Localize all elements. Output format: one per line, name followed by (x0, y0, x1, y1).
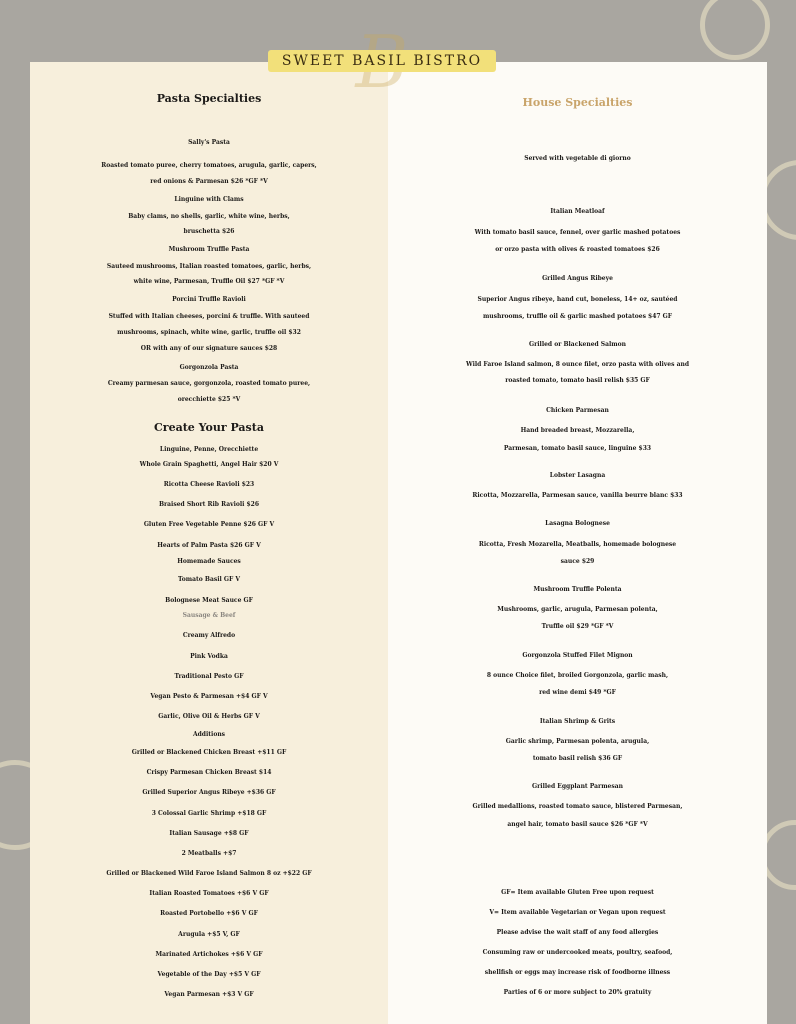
item-name: Grilled Angus Ribeye (542, 275, 613, 282)
create-line: Gluten Free Vegetable Penne $26 GF V (143, 521, 275, 528)
sauce-item: Garlic, Olive Oil & Herbs GF V (158, 713, 260, 720)
item-desc: Baby clams, no shells, garlic, white wine, herbs, (128, 213, 290, 220)
item-name: Grilled or Blackened Salmon (528, 341, 627, 348)
item-desc: angel hair, tomato basil sauce $26 *GF *V (507, 821, 648, 828)
item-desc: Creamy parmesan sauce, gorgonzola, roasted tomato puree, (107, 380, 311, 387)
item-desc: 8 ounce Choice filet, broiled Gorgonzola, garlic mash, (486, 672, 669, 679)
item-desc: Garlic shrimp, Parmesan polenta, arugula, (505, 738, 650, 745)
item-desc: white wine, Parmesan, Truffle Oil $27 *GF *V (133, 278, 285, 285)
item-desc: bruschetta $26 (183, 228, 235, 235)
item-name: Porcini Truffle Ravioli (172, 296, 246, 303)
left-column (30, 0, 388, 1024)
addition-item: Italian Roasted Tomatoes +$6 V GF (149, 890, 269, 897)
item-name: Chicken Parmesan (546, 407, 609, 414)
item-desc: Stuffed with Italian cheeses, porcini & truffle. With sauteed (108, 313, 310, 320)
sauce-item: Tomato Basil GF V (178, 576, 240, 583)
footer-note: V= Item available Vegetarian or Vegan upon request (489, 909, 666, 916)
addition-item: Grilled Superior Angus Ribeye +$36 GF (142, 789, 276, 796)
addition-item: Vegan Parmesan +$3 V GF (164, 991, 254, 998)
footer-note: Please advise the wait staff of any food allergies (496, 929, 659, 936)
item-name: Italian Meatloaf (550, 208, 605, 215)
house-subtitle: Served with vegetable di giorno (524, 155, 631, 162)
item-desc: red onions & Parmesan $26 *GF *V (150, 178, 268, 185)
addition-item: 3 Colossal Garlic Shrimp +$18 GF (151, 810, 267, 817)
additions-title: Additions (192, 731, 226, 738)
item-name: Italian Shrimp & Grits (539, 718, 616, 725)
item-name: Mushroom Truffle Pasta (168, 246, 250, 253)
sauce-item: Traditional Pesto GF (174, 673, 244, 680)
footer-note: Parties of 6 or more subject to 20% gratuity (503, 989, 652, 996)
item-desc: Roasted tomato puree, cherry tomatoes, arugula, garlic, capers, (101, 162, 317, 169)
item-name: Lobster Lasagna (549, 472, 606, 479)
item-desc: mushrooms, truffle oil & garlic mashed potatoes $47 GF (482, 313, 673, 320)
item-desc: Sauteed mushrooms, Italian roasted tomatoes, garlic, herbs, (106, 263, 312, 270)
addition-item: Grilled or Blackened Wild Faroe Island Salmon 8 oz +$22 GF (106, 870, 312, 877)
create-line: Braised Short Rib Ravioli $26 (158, 501, 260, 508)
addition-item: Vegetable of the Day +$5 V GF (157, 971, 261, 978)
item-name: Gorgonzola Stuffed Filet Mignon (522, 652, 633, 659)
addition-item: Marinated Artichokes +$6 V GF (155, 951, 263, 958)
create-line: Whole Grain Spaghetti, Angel Hair $20 V (139, 461, 279, 468)
addition-item: Crispy Parmesan Chicken Breast $14 (146, 769, 272, 776)
addition-item: Arugula +$5 V, GF (178, 931, 240, 938)
brand-logo: SWEET BASIL BISTRO (268, 50, 496, 72)
addition-item: Roasted Portobello +$6 V GF (160, 910, 258, 917)
item-desc: Grilled medallions, roasted tomato sauce, blistered Parmesan, (472, 803, 683, 810)
item-desc: Ricotta, Fresh Mozarella, Meatballs, homemade bolognese (478, 541, 677, 548)
item-desc: Mushrooms, garlic, arugula, Parmesan polenta, (497, 606, 658, 613)
item-desc: sauce $29 (560, 558, 595, 565)
sauce-item: Creamy Alfredo (182, 632, 236, 639)
house-specialties-title: House Specialties (522, 96, 633, 109)
create-line: Linguine, Penne, Orecchiette (159, 446, 259, 453)
item-desc: Ricotta, Mozzarella, Parmesan sauce, vanilla beurre blanc $33 (472, 492, 683, 499)
homemade-sauces-title: Homemade Sauces (177, 558, 241, 565)
item-desc: roasted tomato, tomato basil relish $35 GF (505, 377, 650, 384)
item-desc: mushrooms, spinach, white wine, garlic, truffle oil $32 (117, 329, 301, 336)
item-desc: tomato basil relish $36 GF (532, 755, 623, 762)
item-name: Gorgonzola Pasta (179, 364, 239, 371)
item-desc: Superior Angus ribeye, hand cut, boneless, 14+ oz, sautéed (477, 296, 678, 303)
item-desc: OR with any of our signature sauces $28 (140, 345, 278, 352)
right-column (388, 0, 767, 1024)
addition-item: 2 Meatballs +$7 (181, 850, 237, 857)
item-desc: Wild Faroe Island salmon, 8 ounce filet, orzo pasta with olives and (465, 361, 690, 368)
item-name: Grilled Eggplant Parmesan (532, 783, 623, 790)
item-desc: orecchiette $25 *V (177, 396, 241, 403)
footer-note: GF= Item available Gluten Free upon request (501, 889, 654, 896)
addition-item: Italian Sausage +$8 GF (169, 830, 249, 837)
item-name: Sally's Pasta (188, 139, 230, 146)
item-desc: red wine demi $49 *GF (539, 689, 616, 696)
item-desc: Hand breaded breast, Mozzarella, (520, 427, 635, 434)
addition-item: Grilled or Blackened Chicken Breast +$11 GF (131, 749, 287, 756)
footer-note: shellfish or eggs may increase risk of foodborne illness (484, 969, 671, 976)
item-desc: Truffle oil $29 *GF *V (541, 623, 614, 630)
create-line: Ricotta Cheese Ravioli $23 (163, 481, 255, 488)
item-name: Mushroom Truffle Polenta (533, 586, 622, 593)
create-line: Hearts of Palm Pasta $26 GF V (157, 542, 261, 549)
sauce-item: Bolognese Meat Sauce GF (165, 597, 253, 604)
item-desc: Parmesan, tomato basil sauce, linguine $33 (503, 445, 652, 452)
item-desc: With tomato basil sauce, fennel, over garlic mashed potatoes (474, 229, 681, 236)
sauce-item: Pink Vodka (190, 653, 228, 660)
create-your-pasta-title: Create Your Pasta (154, 421, 264, 434)
pasta-specialties-title: Pasta Specialties (156, 92, 262, 105)
item-name: Lasagna Bolognese (545, 520, 610, 527)
item-name: Linguine with Clams (174, 196, 244, 203)
sauce-item: Vegan Pesto & Parmesan +$4 GF V (150, 693, 268, 700)
item-desc: or orzo pasta with olives & roasted tomatoes $26 (495, 246, 660, 253)
sauce-subtext: Sausage & Beef (182, 612, 236, 619)
footer-note: Consuming raw or undercooked meats, poultry, seafood, (482, 949, 673, 956)
